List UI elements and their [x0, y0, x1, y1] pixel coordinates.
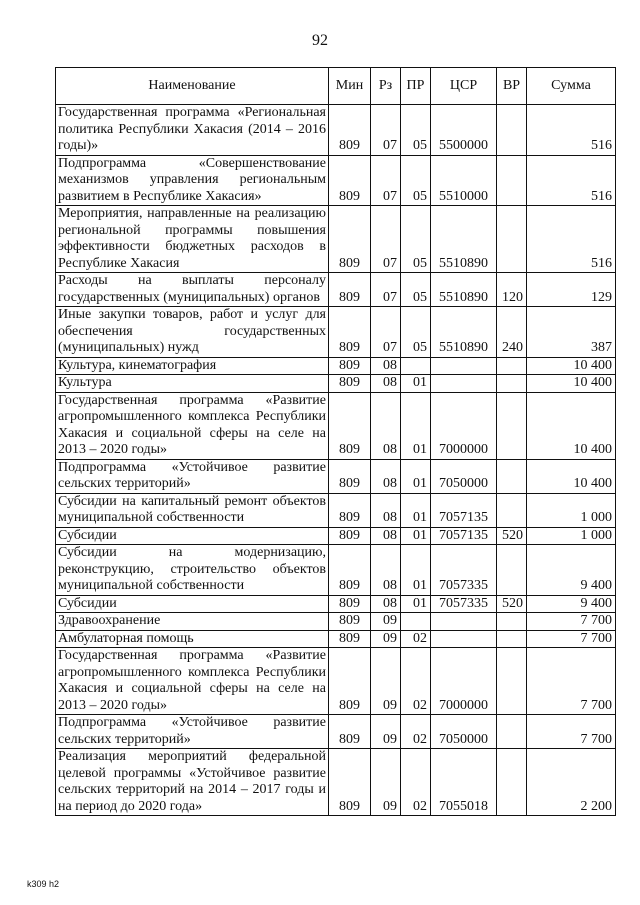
cell-rz: 08: [371, 545, 401, 596]
cell-vr: [497, 392, 527, 459]
cell-min: 809: [329, 273, 371, 307]
table-row: [56, 105, 616, 156]
cell-name: Подпрограмма «Устойчивое развитие сельских территорий»: [56, 459, 329, 493]
cell-min: 809: [329, 459, 371, 493]
cell-sum: 9 400: [527, 595, 616, 613]
cell-sum: 516: [527, 105, 616, 156]
cell-rz: 08: [371, 527, 401, 545]
cell-name: Культура: [56, 375, 329, 393]
cell-csr: [431, 613, 497, 631]
cell-min: 809: [329, 648, 371, 715]
table-body: [56, 105, 616, 816]
cell-csr: 5510890: [431, 307, 497, 358]
cell-csr: 5510890: [431, 273, 497, 307]
cell-sum: 10 400: [527, 392, 616, 459]
table-row: [56, 307, 616, 358]
cell-pr: 02: [401, 630, 431, 648]
cell-min: 809: [329, 206, 371, 273]
table-header-row: [56, 68, 616, 105]
cell-sum: 7 700: [527, 715, 616, 749]
table-row: [56, 545, 616, 596]
cell-pr: 05: [401, 105, 431, 156]
cell-csr: 7000000: [431, 392, 497, 459]
cell-sum: 7 700: [527, 613, 616, 631]
cell-pr: 01: [401, 493, 431, 527]
table-row: [56, 459, 616, 493]
cell-vr: [497, 749, 527, 816]
budget-table: [55, 67, 616, 816]
cell-csr: 5510000: [431, 155, 497, 206]
cell-csr: 5500000: [431, 105, 497, 156]
cell-name: Субсидии на модернизацию, реконструкцию, строительство объектов муниципальной собственности: [56, 545, 329, 596]
cell-pr: 01: [401, 392, 431, 459]
cell-pr: 02: [401, 648, 431, 715]
cell-vr: [497, 493, 527, 527]
cell-vr: [497, 357, 527, 375]
cell-csr: 7057335: [431, 545, 497, 596]
cell-min: 809: [329, 749, 371, 816]
cell-vr: 240: [497, 307, 527, 358]
cell-min: 809: [329, 493, 371, 527]
cell-min: 809: [329, 613, 371, 631]
cell-sum: 10 400: [527, 459, 616, 493]
cell-pr: 02: [401, 749, 431, 816]
table-row: [56, 273, 616, 307]
cell-vr: 520: [497, 595, 527, 613]
cell-csr: 7055018: [431, 749, 497, 816]
cell-pr: 01: [401, 595, 431, 613]
cell-sum: 7 700: [527, 648, 616, 715]
cell-csr: 7057135: [431, 493, 497, 527]
header-name: Наименование: [56, 68, 329, 105]
cell-vr: [497, 613, 527, 631]
cell-name: Расходы на выплаты персоналу государственных (муниципальных) органов: [56, 273, 329, 307]
cell-csr: [431, 357, 497, 375]
cell-min: 809: [329, 715, 371, 749]
cell-name: Культура, кинематография: [56, 357, 329, 375]
cell-pr: 05: [401, 155, 431, 206]
cell-name: Субсидии: [56, 527, 329, 545]
cell-rz: 07: [371, 273, 401, 307]
cell-name: Государственная программа «Развитие агропромышленного комплекса Республики Хакасия и социальной сферы на селе на 2013 – 2020 годы»: [56, 392, 329, 459]
cell-rz: 08: [371, 357, 401, 375]
cell-sum: 9 400: [527, 545, 616, 596]
cell-name: Подпрограмма «Совершенствование механизмов управления региональным развитием в Республике Хакасия»: [56, 155, 329, 206]
cell-pr: 01: [401, 545, 431, 596]
cell-name: Подпрограмма «Устойчивое развитие сельских территорий»: [56, 715, 329, 749]
cell-min: 809: [329, 357, 371, 375]
table-row: [56, 527, 616, 545]
cell-pr: 05: [401, 307, 431, 358]
cell-vr: [497, 206, 527, 273]
cell-name: Реализация мероприятий федеральной целевой программы «Устойчивое развитие сельских территорий на 2014 – 2017 годы и на период до 2020 года»: [56, 749, 329, 816]
cell-rz: 09: [371, 715, 401, 749]
cell-vr: [497, 375, 527, 393]
cell-pr: [401, 613, 431, 631]
table-row: [56, 749, 616, 816]
cell-min: 809: [329, 155, 371, 206]
cell-min: 809: [329, 595, 371, 613]
cell-rz: 09: [371, 613, 401, 631]
cell-rz: 07: [371, 307, 401, 358]
cell-min: 809: [329, 392, 371, 459]
cell-sum: 7 700: [527, 630, 616, 648]
header-csr: ЦСР: [431, 68, 497, 105]
cell-sum: 1 000: [527, 493, 616, 527]
table-row: [56, 493, 616, 527]
cell-rz: 07: [371, 206, 401, 273]
cell-vr: 120: [497, 273, 527, 307]
cell-name: Субсидии на капитальный ремонт объектов муниципальной собственности: [56, 493, 329, 527]
cell-vr: [497, 459, 527, 493]
cell-vr: [497, 155, 527, 206]
cell-rz: 08: [371, 595, 401, 613]
cell-sum: 1 000: [527, 527, 616, 545]
cell-pr: 01: [401, 375, 431, 393]
cell-rz: 08: [371, 375, 401, 393]
cell-rz: 08: [371, 493, 401, 527]
table-row: [56, 648, 616, 715]
cell-min: 809: [329, 545, 371, 596]
cell-csr: [431, 375, 497, 393]
cell-pr: [401, 357, 431, 375]
cell-pr: 02: [401, 715, 431, 749]
table-row: [56, 715, 616, 749]
table-row: [56, 613, 616, 631]
table-row: [56, 630, 616, 648]
cell-rz: 08: [371, 459, 401, 493]
cell-name: Амбулаторная помощь: [56, 630, 329, 648]
table-row: [56, 206, 616, 273]
cell-sum: 387: [527, 307, 616, 358]
cell-pr: 05: [401, 273, 431, 307]
cell-csr: 7050000: [431, 715, 497, 749]
cell-min: 809: [329, 307, 371, 358]
table-row: [56, 392, 616, 459]
header-rz: Рз: [371, 68, 401, 105]
cell-rz: 08: [371, 392, 401, 459]
cell-sum: 516: [527, 155, 616, 206]
cell-name: Мероприятия, направленные на реализацию региональной программы повышения эффективности бюджетных расходов в Республике Хакасия: [56, 206, 329, 273]
cell-rz: 09: [371, 630, 401, 648]
cell-vr: [497, 105, 527, 156]
cell-rz: 07: [371, 155, 401, 206]
table-row: [56, 155, 616, 206]
cell-rz: 07: [371, 105, 401, 156]
cell-vr: [497, 648, 527, 715]
cell-sum: 516: [527, 206, 616, 273]
cell-rz: 09: [371, 648, 401, 715]
cell-pr: 01: [401, 527, 431, 545]
table-row: [56, 375, 616, 393]
footer-code: k309 h2: [27, 879, 60, 889]
cell-csr: 7050000: [431, 459, 497, 493]
cell-vr: [497, 545, 527, 596]
cell-sum: 2 200: [527, 749, 616, 816]
table-row: [56, 595, 616, 613]
header-pr: ПР: [401, 68, 431, 105]
header-min: Мин: [329, 68, 371, 105]
cell-vr: [497, 715, 527, 749]
cell-csr: 7057135: [431, 527, 497, 545]
cell-name: Государственная программа «Развитие агропромышленного комплекса Республики Хакасия и социальной сферы на селе на 2013 – 2020 годы»: [56, 648, 329, 715]
cell-min: 809: [329, 105, 371, 156]
header-vr: ВР: [497, 68, 527, 105]
cell-vr: 520: [497, 527, 527, 545]
cell-csr: 7057335: [431, 595, 497, 613]
cell-min: 809: [329, 527, 371, 545]
cell-csr: 5510890: [431, 206, 497, 273]
cell-sum: 10 400: [527, 375, 616, 393]
cell-rz: 09: [371, 749, 401, 816]
cell-name: Иные закупки товаров, работ и услуг для обеспечения государственных (муниципальных) нужд: [56, 307, 329, 358]
cell-vr: [497, 630, 527, 648]
header-sum: Сумма: [527, 68, 616, 105]
page-number: 92: [312, 32, 328, 49]
cell-pr: 01: [401, 459, 431, 493]
cell-name: Субсидии: [56, 595, 329, 613]
cell-sum: 129: [527, 273, 616, 307]
cell-min: 809: [329, 630, 371, 648]
cell-pr: 05: [401, 206, 431, 273]
cell-name: Государственная программа «Региональная политика Республики Хакасия (2014 – 2016 годы)»: [56, 105, 329, 156]
table-row: [56, 357, 616, 375]
cell-sum: 10 400: [527, 357, 616, 375]
cell-csr: [431, 630, 497, 648]
cell-name: Здравоохранение: [56, 613, 329, 631]
cell-min: 809: [329, 375, 371, 393]
cell-csr: 7000000: [431, 648, 497, 715]
